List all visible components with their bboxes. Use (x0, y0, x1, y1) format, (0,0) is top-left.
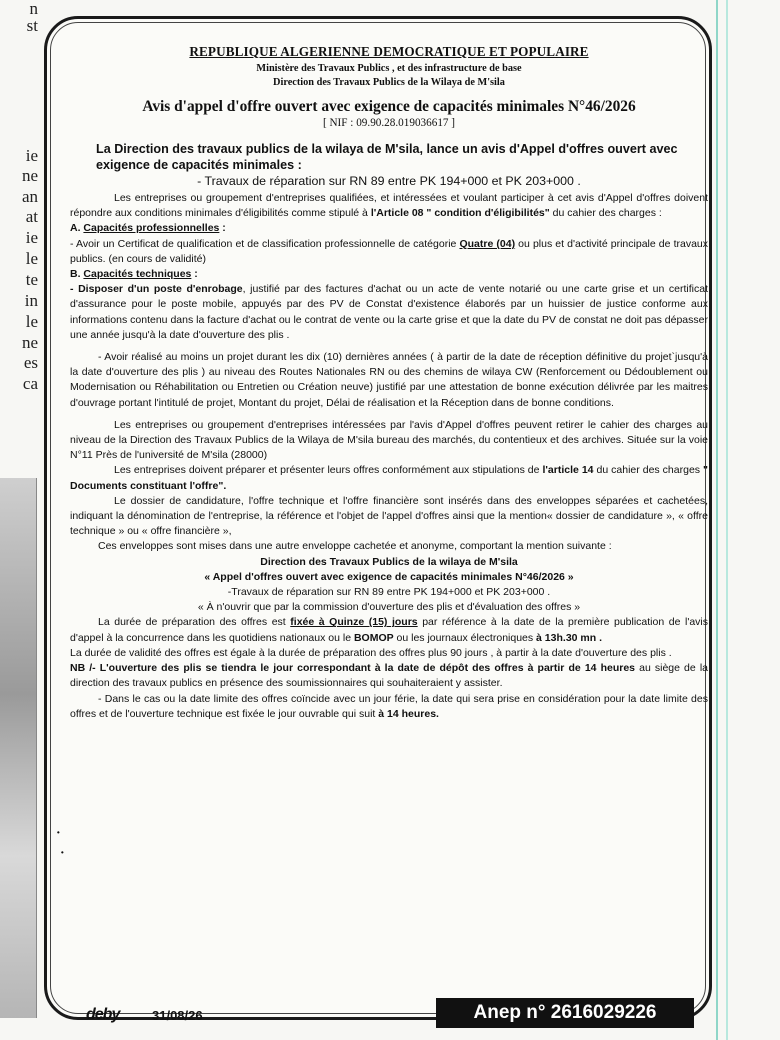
section-a-heading (70, 221, 708, 236)
duration-paragraph (70, 615, 708, 645)
bleed-text: ne (21, 333, 38, 352)
text-span: NB /- L'ouverture des plis se tiendra le jour correspondant à la date de dépôt des offres à partir de (70, 662, 585, 675)
category-value: Quatre (04) (459, 237, 516, 250)
anep-reference: Anep n° 2616029226 (436, 998, 694, 1028)
bleed-text: le (25, 312, 38, 331)
time-value: à 13h.30 mn . (536, 631, 602, 644)
direction-line: Direction des Travaux Publics de la Wilaya de M'sila (273, 77, 505, 88)
envelope-line-2: « Appel d'offres ouvert avec exigence de capacités minimales N°46/2026 » (204, 570, 574, 583)
adjacent-photo (0, 478, 37, 1018)
section-title: Capacités techniques (83, 268, 192, 281)
text-span: du cahier des charges : (549, 207, 662, 220)
bleed-text: ca (22, 374, 38, 393)
text-span: au siège de la direction des travaux publics en présence des soumissionnaires qui souhaiteraient y assister. (70, 662, 708, 690)
text-span: ou les journaux électroniques (393, 631, 537, 644)
section-b-heading (70, 267, 708, 282)
announcement-content (70, 44, 708, 722)
text-span: Les entreprises ou groupement d'entreprises qualifiées, et intéressées et voulant participer à cet avis d'Appel d'offres doivent répondre aux conditions minimales d'éligibilités comme stipulé à (70, 192, 708, 220)
item-lead: - Disposer d'un poste d'enrobage (70, 283, 243, 296)
section-letter: B. (70, 268, 84, 281)
lead-paragraph: La Direction des travaux publics de la wilaya de M'sila, lance un avis d'Appel d'offres ouvert avec exigence de capacités minimales : (96, 142, 678, 172)
section-colon: : (219, 222, 226, 235)
time-value: 14 heures (584, 662, 636, 675)
bleed-text: le (25, 249, 38, 268)
republic-heading: REPUBLIQUE ALGERIENNE DEMOCRATIQUE ET POPULAIRE (189, 44, 589, 59)
page-title: Avis d'appel d'offre ouvert avec exigence de capacités minimales N°46/2026 (142, 98, 636, 115)
bleed-text: ne (21, 166, 38, 185)
envelope-line-4: « À n'ouvrir que par la commission d'ouverture des plis et d'évaluation des offres » (197, 601, 581, 614)
column-rule (726, 0, 728, 1040)
validity-paragraph: La durée de validité des offres est égale à la durée de préparation des offres plus 90 jours , à partir à la date d'ouverture des plis . (70, 646, 672, 659)
section-letter: A. (70, 222, 84, 235)
ministry-line: Ministère des Travaux Publics , et des infrastructure de base (256, 63, 522, 74)
bomop-ref: BOMOP (353, 631, 394, 644)
section-b-item-2: - Avoir réalisé au moins un projet durant les dix (10) dernières années ( à partir de la date de réception définitive du projet`jusqu'à la date d'ouverture des plis ) au niveau des Routes Nationales RN ou des chemins de wilaya CW (Renforcement ou Dédoublement ou Modernisation ou Réhabilitation ou Entretien ou Création neuve) justifié par une attestation de bonne exécution délivrée par les maitres d'ouvrage portant l'intitulé de projet, Montant du projet, Délai de réalisation et la Réception dans de bonne conditions. (70, 351, 708, 409)
doc-ref: " Documents constituant l'offre". (70, 464, 709, 492)
envelope-line-1: Direction des Travaux Publics de la wilaya de M'sila (260, 555, 518, 568)
bleed-text: st (26, 16, 38, 35)
bleed-text: es (23, 353, 38, 372)
bleed-text: n (29, 0, 38, 18)
publication-logo: deby (86, 1006, 120, 1023)
nb-paragraph (70, 661, 708, 691)
text-span: par référence à la date de la première publication de l'avis d'appel à la concurrence dans les quotidiens nationaux ou le (70, 616, 708, 644)
margin-dot: · (56, 826, 61, 841)
retrieval-paragraph: Les entreprises ou groupement d'entreprises intéressées par l'avis d'Appel d'offres peuvent retirer le cahier des charges au niveau de la Direction des Travaux Publics de la Wilaya de M'sila bureau des marchés, du contentieux et des archives. Située sur la voie N°11 Près de l'université de M'sila (28000) (70, 418, 708, 462)
bleed-text: an (21, 187, 38, 206)
bleed-text: in (24, 291, 38, 310)
section-a-text (70, 237, 708, 267)
article-ref: l'Article 08 " condition d'éligibilités" (370, 207, 550, 220)
holiday-paragraph (70, 692, 708, 722)
bleed-text: ie (25, 228, 38, 247)
margin-dot: · (60, 846, 65, 861)
time-value: à 14 heures. (378, 707, 439, 720)
eligibility-paragraph (70, 191, 708, 221)
text-span: , justifié par des factures d'achat ou un acte de vente notarié ou une carte grise et un certificat d'assurance pour le poste mobile, appuyés par des PV de Constat d'existence élaborés par un huissier de justice conforme aux informations contenu dans la facture d'achat ou le contrat de vente ou la carte grise et que la date du PV de constat ne doit pas dépasser une année jusqu'à la date d'ouverture des plis . (70, 283, 709, 341)
text-span: - Avoir un Certificat de qualification et de classification professionnelle de catégorie (70, 237, 460, 250)
nif-number: [ NIF : 09.90.28.019036617 ] (322, 117, 456, 129)
publication-date: 31/08/26 (152, 1008, 203, 1023)
text-span: ou plus et d'activité principale de travaux publics. (en cours de validité) (70, 237, 709, 265)
bleed-text: te (25, 270, 38, 289)
envelopes-paragraph: Ces enveloppes sont mises dans une autre enveloppe cachetée et anonyme, comportant la mention suivante : (98, 540, 612, 553)
footer (74, 1002, 714, 1032)
section-b-item-1 (70, 282, 708, 343)
text-span: Les entreprises doivent préparer et présenter leurs offres conformément aux stipulations de (114, 464, 543, 477)
prepare-paragraph (70, 463, 708, 493)
text-span: du cahier des charges (593, 464, 704, 477)
text-span: La durée de préparation des offres est (98, 616, 291, 629)
duration-value: fixée à Quinze (15) jours (290, 616, 418, 629)
text-span: - Dans le cas ou la date limite des offres coïncide avec un jour férie, la date qui sera prise en considération pour la date limite des offres et de l'ouverture technique est fixée le jour ouvrable qui suit (70, 692, 708, 720)
dossier-paragraph: Le dossier de candidature, l'offre technique et l'offre financière sont insérés dans des enveloppes séparées et cachetées, indiquant la dénomination de l'entreprise, la référence et l'objet de l'appel d'offres ainsi que la mention« dossier de candidature », « offre technique » ou « offre financière », (70, 494, 708, 538)
article-ref: l'article 14 (542, 464, 594, 477)
column-rule (716, 0, 718, 1040)
envelope-line-3: -Travaux de réparation sur RN 89 entre PK 194+000 et PK 203+000 . (227, 586, 551, 599)
bleed-text: at (25, 207, 38, 226)
adjacent-column (0, 0, 40, 1040)
section-title: Capacités professionnelles (83, 222, 220, 235)
section-colon: : (191, 268, 198, 281)
works-line: - Travaux de réparation sur RN 89 entre PK 194+000 et PK 203+000 . (197, 174, 581, 188)
bleed-text: ie (25, 146, 38, 165)
